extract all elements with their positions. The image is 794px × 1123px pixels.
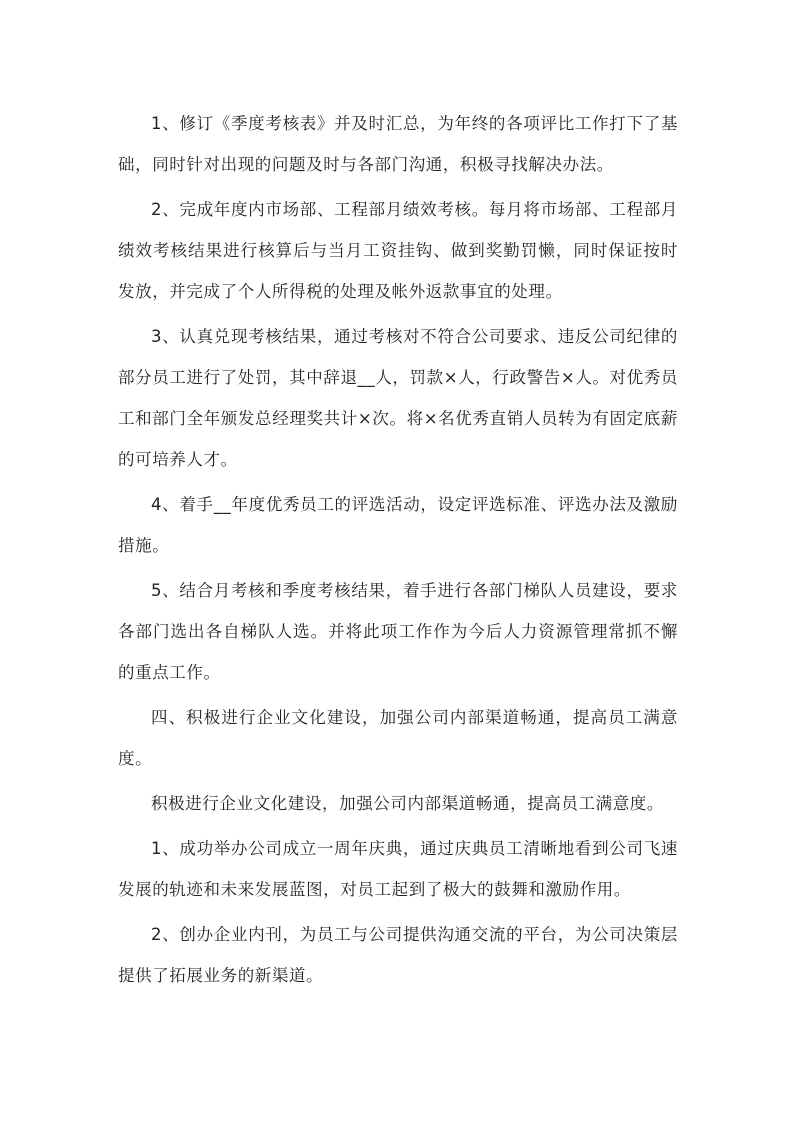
document-body: [118, 103, 678, 1000]
paragraph-assessment-results: 3、认真兑现考核结果，通过考核对不符合公司要求、违反公司纪律的部分员工进行了处罚，其中辞退__人，罚款×人，行政警告×人。对优秀员工和部门全年颁发总经理奖共计×次。将×名优秀直销人员转为有固定底薪的可培养人才。: [118, 327, 678, 469]
paragraph-excellent-employee: 4、着手__年度优秀员工的评选活动，设定评选标准、评选办法及激励措施。: [118, 495, 678, 555]
paragraph-monthly-performance: 2、完成年度内市场部、工程部月绩效考核。每月将市场部、工程部月绩效考核结果进行核算后与当月工资挂钩、做到奖勤罚懒，同时保证按时发放，并完成了个人所得税的处理及帐外返款事宜的处理。: [118, 200, 678, 301]
paragraph-assessment-form: 1、修订《季度考核表》并及时汇总，为年终的各项评比工作打下了基础，同时针对出现的问题及时与各部门沟通，积极寻找解决办法。: [118, 114, 678, 174]
paragraph-talent-pipeline: 5、结合月考核和季度考核结果，着手进行各部门梯队人员建设，要求各部门选出各自梯队人选。并将此项工作作为今后人力资源管理常抓不懈的重点工作。: [118, 581, 678, 682]
section-heading-culture: 四、积极进行企业文化建设，加强公司内部渠道畅通，提高员工满意度。: [118, 708, 678, 768]
paragraph-internal-journal: 2、创办企业内刊，为员工与公司提供沟通交流的平台，为公司决策层提供了拓展业务的新渠道。: [118, 925, 678, 985]
paragraph-anniversary: 1、成功举办公司成立一周年庆典，通过庆典员工清晰地看到公司飞速发展的轨迹和未来发展蓝图，对员工起到了极大的鼓舞和激励作用。: [118, 839, 678, 899]
paragraph-culture-summary: 积极进行企业文化建设，加强公司内部渠道畅通，提高员工满意度。: [151, 794, 664, 813]
